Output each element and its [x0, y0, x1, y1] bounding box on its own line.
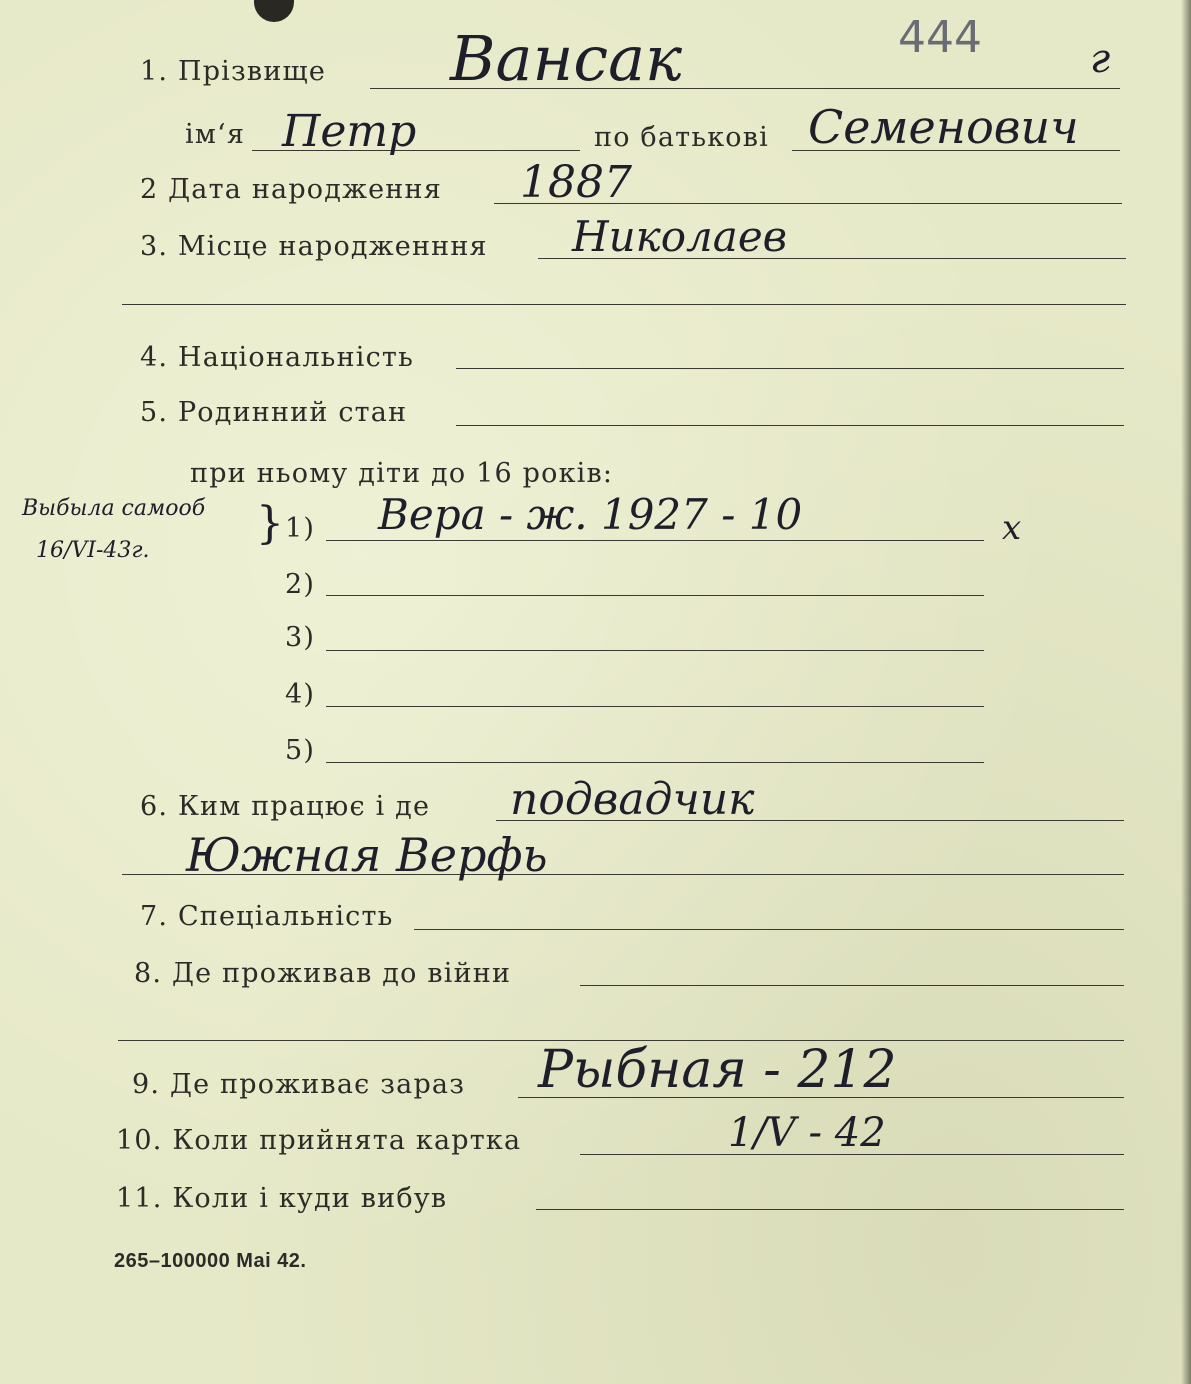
surname-value: Вансак	[450, 22, 683, 95]
child-note-brace: }	[256, 498, 284, 549]
print-code: 265–100000 Mai 42.	[114, 1250, 307, 1272]
stamp-number: 444	[898, 12, 982, 63]
current-residence-value: Рыбная - 212	[538, 1040, 897, 1100]
marital-status-line	[456, 425, 1124, 426]
birthdate-label: 2 Дата народження	[140, 174, 442, 205]
patronymic-label: по батькові	[594, 122, 769, 153]
child1-value: Вера - ж. 1927 - 10	[378, 490, 803, 539]
child3-label: 3)	[285, 622, 316, 653]
child5-label: 5)	[285, 735, 316, 766]
workplace-value-2: Южная Верфь	[186, 828, 548, 882]
child4-label: 4)	[285, 679, 316, 710]
specialty-label: 7. Спеціальність	[140, 901, 394, 932]
card-accepted-value: 1/V - 42	[728, 1110, 886, 1156]
specialty-line	[414, 929, 1124, 930]
prewar-residence-label: 8. Де проживав до війни	[134, 958, 512, 989]
child1-line	[326, 540, 984, 541]
departure-line	[536, 1209, 1124, 1210]
child-note-line2: 16/VI-43г.	[36, 538, 150, 563]
stamp-letter: г	[1090, 36, 1111, 82]
name-value: Петр	[282, 106, 417, 157]
surname-label: 1. Прізвище	[140, 56, 327, 87]
card-edge-shadow	[1181, 0, 1191, 1384]
marital-status-label: 5. Родинний стан	[140, 397, 408, 428]
child4-line	[326, 706, 984, 707]
child2-line	[326, 595, 984, 596]
workplace-value-1: подвадчик	[510, 774, 755, 825]
name-label: ім‘я	[185, 119, 246, 150]
children-label: при ньому діти до 16 років:	[190, 458, 614, 489]
birthplace-value: Николаев	[572, 212, 788, 261]
prewar-residence-line	[580, 985, 1124, 986]
birthplace-line-2	[122, 304, 1126, 305]
card-notch	[254, 0, 294, 22]
child5-line	[326, 762, 984, 763]
birthdate-value: 1887	[520, 157, 632, 208]
nationality-label: 4. Національність	[140, 342, 414, 373]
nationality-line	[456, 368, 1124, 369]
child1-mark: х	[1002, 508, 1022, 548]
birthplace-label: 3. Місце народженння	[140, 231, 488, 262]
departure-label: 11. Коли і куди вибув	[116, 1183, 448, 1214]
child3-line	[326, 650, 984, 651]
child2-label: 2)	[285, 569, 316, 600]
current-residence-label: 9. Де проживає зараз	[132, 1069, 466, 1100]
workplace-label: 6. Ким працює і де	[140, 791, 431, 822]
patronymic-value: Семенович	[808, 100, 1079, 154]
card-accepted-label: 10. Коли прийнята картка	[116, 1125, 522, 1156]
child1-label: 1)	[285, 513, 316, 544]
child-note-line1: Выбыла самооб	[22, 496, 206, 521]
